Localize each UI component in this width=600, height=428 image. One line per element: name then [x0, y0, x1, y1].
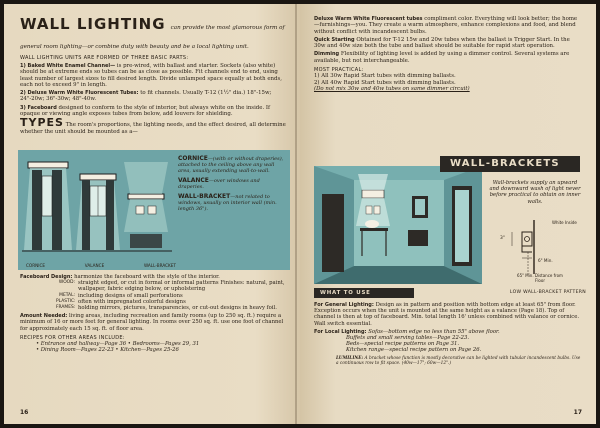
pattern-caption: LOW WALL-BRACKET PATTERN	[509, 290, 586, 295]
material-row: PLASTIC: often with impregnated colorful designs	[56, 298, 186, 305]
def-valance: VALANCE—over windows and draperies.	[178, 177, 260, 190]
booklet-spread	[4, 4, 596, 424]
diagram-floor-label: 65" Min. Distance from Floor	[517, 273, 563, 283]
right-top-text	[314, 14, 582, 93]
diagram-dim-3: 3"	[500, 236, 505, 241]
label-valance: VALANCE	[84, 263, 105, 268]
local-item: Kitchen range—special recipe pattern on Page 26.	[346, 347, 482, 354]
label-cornice: CORNICE	[26, 263, 46, 268]
illustration-labels	[26, 263, 176, 268]
bracket-section-diagram	[492, 218, 572, 280]
lumiline-note: LUMILINE: A bracket whose function is mostly decorative can be lighted with tubular incandescent bulbs. Use a continuous row to fit space. (40w—17"; 60w—12".)	[336, 355, 581, 366]
most-practical-item: 1) All 30w Rapid Start tubes with dimming ballasts.	[314, 73, 456, 80]
quick-start-paragraph: Quick Starting Obtained for T-12 15w and 20w tubes when the ballast is Trigger Start. In the 30w and 40w size both the tube and ballast should be suitable for rapid start operation.	[314, 36, 570, 50]
part-3: 3) Faceboard designed to conform to the style of interior, but always white on the inside. If opaque or viewing angle exposes tubes from below, add louvers for shielding.	[20, 104, 270, 118]
types-paragraph: TYPES The room's proportions, the lighting needs, and the effect desired, all determine whether the unit should be mounted as a—	[20, 116, 286, 135]
page-title: WALL LIGHTING	[20, 15, 166, 33]
left-top-text	[20, 14, 290, 135]
types-illustration-panel	[18, 150, 290, 270]
label-wall-bracket: WALL-BRACKET	[143, 263, 176, 268]
left-page	[4, 4, 300, 424]
material-row: METAL: including designs of small perforations	[59, 292, 183, 299]
deluxe-paragraph: Deluxe Warm White Fluorescent tubes compliment color. Everything will look better; the home—furnishings—you. They create a warm atmosphere, enhance complexions and food, and blend without conflict with incandescent bulbs.	[314, 16, 578, 35]
room-types-illustration	[22, 154, 172, 266]
local-lighting: For Local Lighting: Sofas—bottom edge no less than 55" above floor.	[314, 328, 500, 335]
what-to-use-section	[314, 302, 582, 366]
faceboard-section: Faceboard Design: harmonize the faceboard with the style of the interior. WOOD: straight edged, or cut in formal or informal patterns Finishes: natural, paint, wallpaper, fabric edging below, or upholstering METAL: including designs of small perforations PLASTIC: often with impregnated colorful designs FRAMES: holding mirrors, pictures, transparencies, or cut-out designs in heavy foil. Amount Needed: living areas, including recreation and family rooms (up to 250 sq. ft.) require a minimum of 16 or more feet for general lighting. In rooms over 250 sq. ft. use one foot of channel for approximately each 15 sq. ft. of floor area. RECIPES FOR OTHER AREAS INCLUDE: • Entrance and hallway—Page 36 • Bedrooms—Pages 29, 31 • Dining Room—Pages 22-23 • Kitchen—Pages 25-26	[20, 274, 290, 353]
recipe-line: • Dining Room—Pages 22-23 • Kitchen—Pages 25-26	[36, 347, 179, 354]
type-definitions	[178, 156, 286, 216]
book-gutter	[295, 4, 297, 424]
diagram-dim-6: 6" Min.	[538, 258, 553, 263]
material-row: FRAMES: holding mirrors, pictures, transparencies, or cut-out designs in heavy foil.	[56, 305, 277, 312]
diagram-white-label: White Inside	[552, 220, 577, 225]
wall-brackets-title-bar: WALL-BRACKETS	[440, 156, 580, 172]
def-wall-bracket: WALL-BRACKET—not related to windows, usually on interior wall (min. length 36").	[178, 193, 277, 212]
wall-bracket-room-illustration	[314, 166, 482, 284]
local-item: Buffets and small serving tables—Page 22-23.	[346, 335, 470, 342]
dimming-paragraph: Dimming Flexibility of lighting level is added by using a dimmer control. Several systems are available, but not interchangeable.	[314, 51, 570, 64]
page-number-right: 17	[573, 409, 582, 416]
part-2: 2) Deluxe Warm White Fluorescent Tubes: to fit channels. Usually T-12 (1½" dia.) 18"-15w; 24"-20w; 36"-30w; 48"-40w.	[20, 90, 272, 103]
dimmer-note: (Do not mix 30w and 40w tubes on same dimmer circuit)	[314, 86, 470, 93]
amount-needed: Amount Needed: living areas, including recreation and family rooms (up to 250 sq. ft.) require a minimum of 16 or more feet for general lighting. In rooms over 250 sq. ft. use one foot of channel for approximately each 15 sq. ft. of floor area.	[20, 313, 284, 332]
intro-line: WALL LIGHTING UNITS ARE FORMED OF THREE BASIC PARTS:	[20, 55, 189, 61]
material-row: WOOD: straight edged, or cut in formal or informal patterns Finishes: natural, paint, wallpaper, fabric edging below, or upholstering	[58, 280, 285, 293]
right-page	[300, 4, 596, 424]
recipe-line: • Entrance and hallway—Page 36 • Bedrooms—Pages 29, 31	[36, 341, 200, 348]
wall-brackets-description: Wall-brackets supply an upward and downward wash of light never before practical to obtain on inner walls.	[489, 180, 581, 205]
recipes-heading: RECIPES FOR OTHER AREAS INCLUDE:	[20, 334, 125, 341]
general-lighting: For General Lighting: Design as in pattern and position with bottom edge at least 65" from floor. Exception occurs when the unit is mounted at the same height as a valance (Page 18). Top of channel is then at top of faceboard. Min. total length 16' unless combined with valance or cornice. Wall switch essential.	[314, 302, 580, 327]
page-subtitle: can provide the most glamorous form of general room lighting—or combine duty with beauty and be a local lighting unit.	[20, 25, 285, 50]
recipes-list	[20, 341, 290, 353]
part-1: 1) Baked White Enamel Channel— is pre-wired, with ballast and starter. Sockets (also white) should be at extreme ends so tubes can be as close as possible. Fit channels end to end, using least number of largest sizes to fill desired length. Divide unlamped space equally at both ends, each not to exceed 9" in length.	[20, 63, 282, 88]
def-cornice: CORNICE—(with or without draperies), attached to the ceiling above any wall area, usually extending wall-to-wall.	[178, 155, 284, 174]
materials-table	[56, 280, 290, 311]
page-number-left: 16	[20, 409, 29, 416]
most-practical-heading: MOST PRACTICAL:	[314, 67, 364, 74]
most-practical-item: 2) All 40w Rapid Start tubes with dimming ballasts.	[314, 79, 456, 86]
what-to-use-bar: WHAT TO USE	[314, 288, 414, 298]
local-item: Beds—special recipe patterns on Page 31.	[346, 341, 460, 348]
